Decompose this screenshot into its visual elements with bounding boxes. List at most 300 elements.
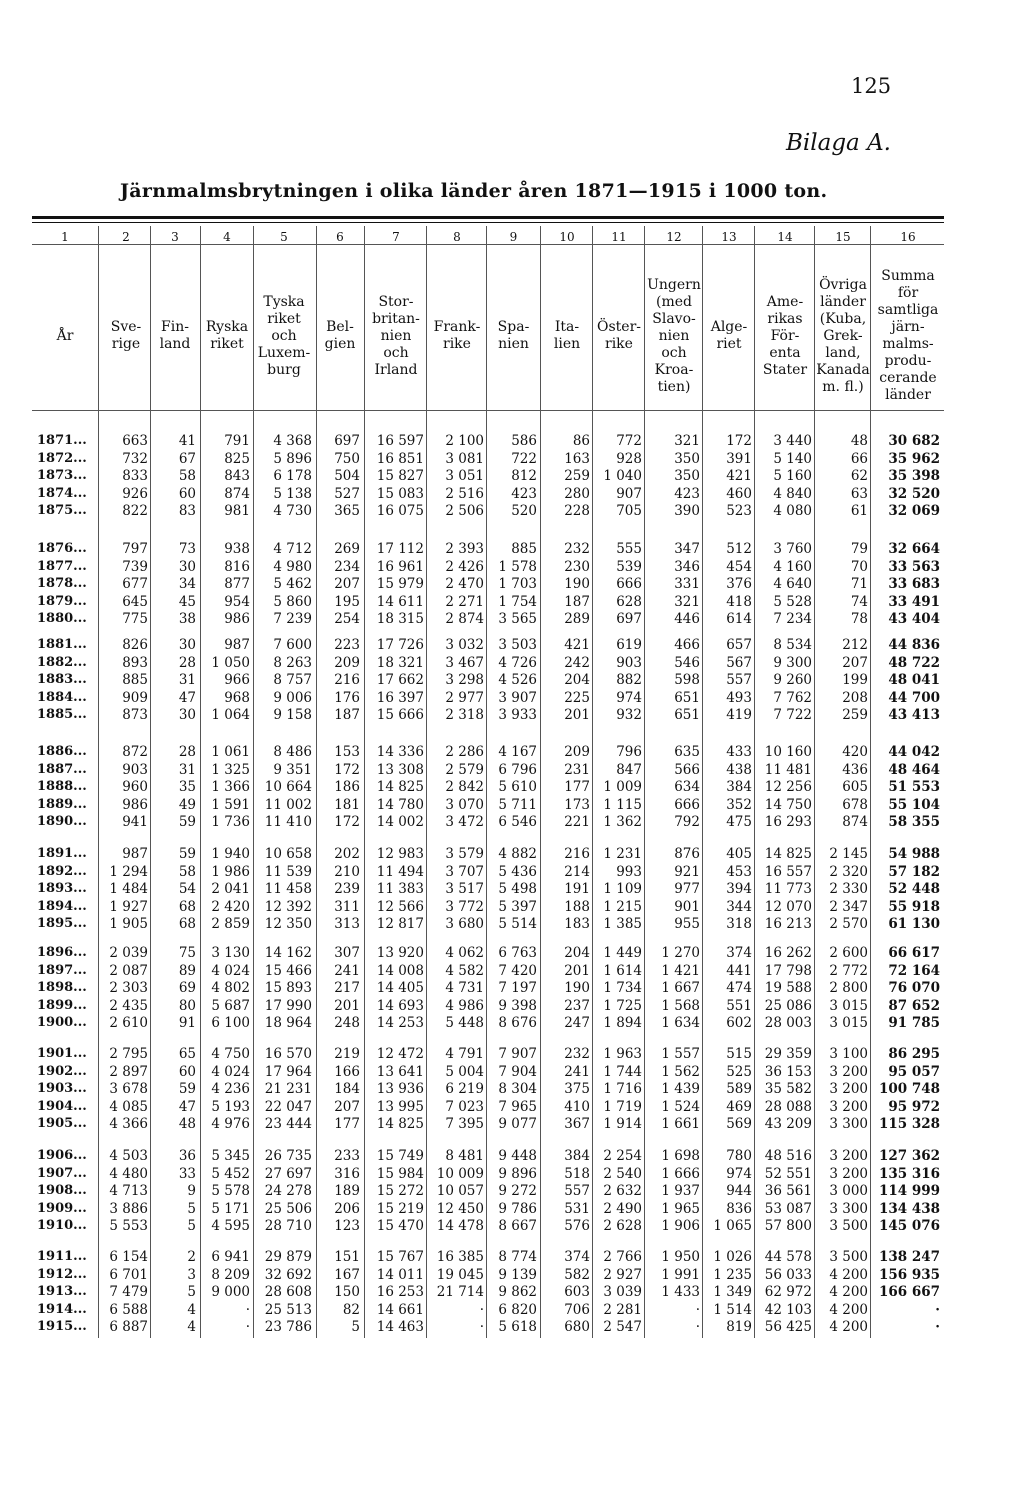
data-cell: 423 [674,485,700,502]
data-cell: 374 [564,1249,590,1265]
data-cell: 54 [178,881,196,897]
column-number: 1 [61,230,69,244]
data-cell: 59 [178,1081,196,1097]
column-number: 9 [509,230,518,244]
data-cell: 5 553 [109,1218,148,1234]
data-cell: 9 896 [498,1165,537,1182]
data-cell: 28 088 [764,1098,812,1115]
data-cell: 5 896 [273,450,312,467]
data-cell: 16 851 [376,450,424,467]
data-cell: 9 139 [498,1266,537,1283]
data-cell: 56 033 [764,1266,812,1283]
data-cell: 987 [224,637,250,653]
total-cell: 35 962 [888,450,940,467]
column-header-line: britan- [372,310,420,327]
data-cell: 6 941 [211,1249,250,1265]
data-cell: 48 [850,433,868,449]
data-cell: 539 [616,558,642,575]
data-cell: 11 410 [264,814,312,830]
data-cell: 938 [224,541,250,557]
data-cell: 9 077 [498,1116,537,1132]
data-cell: 438 [726,761,752,778]
data-cell: 421 [564,637,590,653]
data-cell: 195 [334,593,360,610]
column-header-line: Summa [881,268,935,284]
data-cell: 5 498 [498,881,537,897]
data-cell: 14 780 [376,796,424,813]
data-cell: 5 528 [773,593,812,610]
data-cell: 8 481 [445,1148,484,1164]
data-cell: 602 [726,1015,752,1031]
data-cell: 384 [726,779,752,795]
year-label: 1876... [37,541,87,556]
data-cell: 1 744 [603,1063,642,1080]
data-cell: 14 405 [376,980,424,996]
data-cell: 555 [616,541,642,557]
data-cell: 4 791 [445,1046,484,1062]
column-header [316,319,364,353]
data-cell: 410 [564,1098,590,1115]
data-cell: 2 271 [445,593,484,610]
data-cell: 2 977 [445,689,484,706]
year-label: 1898... [37,980,87,995]
data-cell: 2 632 [603,1183,642,1199]
data-cell: 1 716 [603,1081,642,1097]
data-cell: 567 [726,654,752,671]
data-cell: 3 100 [829,1046,868,1062]
data-cell: 7 234 [773,611,812,627]
data-cell: 677 [122,576,148,592]
data-cell: 9 006 [273,689,312,706]
data-cell: 280 [564,485,590,502]
data-cell: 47 [178,689,196,706]
data-cell: 582 [564,1266,590,1283]
data-cell: 1 026 [713,1249,752,1265]
data-cell: 68 [178,898,196,915]
data-cell: 28 [178,654,196,671]
data-cell: 433 [726,744,752,760]
data-cell: 1 719 [603,1098,642,1115]
data-cell: 33 [178,1165,196,1182]
column-header-line: land [159,336,191,352]
data-cell: 1 591 [211,796,250,813]
data-cell: 1 894 [603,1015,642,1031]
data-cell: 1 385 [603,916,642,932]
data-cell: 3 886 [109,1200,148,1217]
column-number: 3 [171,230,179,244]
data-cell: 3 300 [829,1116,868,1132]
data-cell: 321 [674,433,700,449]
data-cell: 24 278 [264,1183,312,1199]
data-cell: 365 [334,503,360,519]
total-cell: 135 316 [878,1165,940,1182]
column-header-line: Ungern [647,276,701,293]
data-cell: 8 534 [773,637,812,653]
data-cell: 289 [564,611,590,627]
total-cell: · [935,1301,940,1318]
data-cell: · [695,1301,700,1318]
data-cell: 2 842 [445,779,484,795]
data-cell: 5 [351,1319,360,1335]
data-cell: 2 470 [445,576,484,592]
column-header-line: rige [111,336,141,352]
data-cell: 5 448 [445,1015,484,1031]
total-cell: 30 682 [888,433,940,449]
data-cell: 874 [224,485,250,502]
year-label: 1891... [37,846,87,861]
data-cell: 1 449 [603,945,642,961]
data-cell: 12 350 [264,916,312,932]
data-cell: 166 [334,1063,360,1080]
column-header-line: riket [210,336,244,352]
data-cell: 16 597 [376,433,424,449]
data-cell: 1 937 [661,1183,700,1199]
data-cell: 3 015 [829,1015,868,1031]
data-cell: 58 [178,863,196,880]
data-cell: 167 [334,1266,360,1283]
data-cell: 201 [334,997,360,1014]
year-label: 1888... [37,779,87,794]
column-header [486,319,541,353]
data-cell: 259 [564,468,590,484]
data-cell: 3 051 [445,468,484,484]
data-cell: 9 448 [498,1148,537,1164]
data-cell: 14 478 [436,1218,484,1234]
data-cell: 603 [564,1284,590,1300]
data-cell: 5 452 [211,1165,250,1182]
data-cell: 32 692 [264,1266,312,1283]
data-cell: 7 904 [498,1063,537,1080]
data-cell: 5 462 [273,576,312,592]
data-cell: 1 661 [661,1116,700,1132]
data-cell: 209 [564,744,590,760]
total-cell: 32 520 [888,485,940,502]
data-cell: 233 [334,1148,360,1164]
data-cell: 15 749 [376,1148,424,1164]
total-cell: 44 836 [888,637,940,653]
data-cell: 4 713 [109,1183,148,1199]
data-cell: 3 200 [829,1098,868,1115]
data-cell: 419 [726,707,752,723]
data-cell: 11 481 [764,761,812,778]
column-header-line: (Kuba, [819,310,867,327]
data-cell: 4 595 [211,1218,250,1234]
data-cell: 9 351 [273,761,312,778]
data-cell: 239 [334,881,360,897]
year-label: 1883... [37,672,87,687]
data-cell: 474 [726,980,752,996]
column-header-line: burg [267,361,301,378]
data-cell: 2 540 [603,1165,642,1182]
total-cell: · [935,1319,940,1335]
data-cell: 189 [334,1183,360,1199]
column-header-line: enta [769,344,801,361]
data-cell: 885 [511,541,537,557]
data-cell: 21 714 [436,1284,484,1300]
data-cell: 1 557 [661,1046,700,1062]
data-cell: 16 293 [764,814,812,830]
total-cell: 87 652 [888,997,940,1014]
year-label: 1902... [37,1063,87,1079]
column-header-line: gien [324,336,356,352]
data-cell: · [479,1301,484,1318]
data-cell: 954 [224,593,250,610]
column-header [644,277,704,396]
total-cell: 35 398 [888,468,940,484]
data-cell: 3 130 [211,945,250,961]
data-cell: 375 [564,1081,590,1097]
column-header-line: Ame- [766,293,804,310]
data-cell: 71 [850,576,868,592]
data-cell: 150 [334,1284,360,1300]
data-cell: 987 [122,846,148,862]
column-header [100,319,152,353]
data-cell: 13 995 [376,1098,424,1115]
data-cell: 12 566 [376,898,424,915]
data-cell: 3 772 [445,898,484,915]
data-cell: 14 750 [764,796,812,813]
data-cell: 181 [334,796,360,813]
data-cell: 241 [334,962,360,979]
data-cell: 190 [564,980,590,996]
data-cell: 14 825 [376,779,424,795]
total-cell: 66 617 [888,945,940,961]
data-cell: 228 [564,503,590,519]
year-label: 1915... [37,1319,87,1334]
data-cell: 6 763 [498,945,537,961]
column-header [200,319,254,353]
column-header-line: samtliga [877,302,939,318]
data-cell: 3 000 [829,1183,868,1199]
data-cell: 4 160 [773,558,812,575]
data-cell: 9 300 [773,654,812,671]
data-cell: 833 [122,468,148,484]
data-cell: 17 990 [264,997,312,1014]
data-cell: 23 444 [264,1116,312,1132]
colnum-rule [32,244,944,245]
year-label: 1881... [37,637,87,652]
data-cell: 207 [334,1098,360,1115]
year-label: 1907... [37,1165,87,1181]
data-cell: 2 874 [445,611,484,627]
data-cell: 2 426 [445,558,484,575]
data-cell: 11 002 [264,796,312,813]
data-cell: 15 466 [264,962,312,979]
year-label: 1889... [37,796,87,812]
data-cell: 944 [726,1183,752,1199]
data-cell: 475 [726,814,752,830]
data-cell: 259 [842,707,868,723]
year-label: 1903... [37,1081,87,1096]
data-cell: 2 570 [829,916,868,932]
data-cell: 11 539 [264,863,312,880]
data-cell: 36 153 [764,1063,812,1080]
data-cell: · [695,1319,700,1335]
data-cell: 11 383 [376,881,424,897]
data-cell: 651 [674,689,700,706]
data-cell: 79 [850,541,868,557]
data-cell: 12 392 [264,898,312,915]
data-cell: 1 115 [603,796,642,813]
total-cell: 55 104 [888,796,940,813]
data-cell: 405 [726,846,752,862]
column-header-line: Ita- [554,319,580,335]
data-cell: 2 628 [603,1218,642,1234]
column-header [252,294,316,379]
data-cell: 234 [334,558,360,575]
data-cell: 16 961 [376,558,424,575]
data-cell: 5 514 [498,916,537,932]
data-cell: 17 112 [376,541,424,557]
data-cell: 1 524 [661,1098,700,1115]
data-cell: 321 [674,593,700,610]
data-cell: 219 [334,1046,360,1062]
data-cell: 2 100 [445,433,484,449]
data-cell: 2 254 [603,1148,642,1164]
data-cell: · [479,1319,484,1335]
data-cell: 186 [334,779,360,795]
total-cell: 127 362 [878,1148,940,1164]
data-cell: 58 [178,468,196,484]
data-cell: 6 178 [273,468,312,484]
data-cell: 3 200 [829,1081,868,1097]
data-cell: 4 080 [773,503,812,519]
data-cell: 877 [224,576,250,592]
data-cell: 680 [564,1319,590,1335]
data-cell: 16 557 [764,863,812,880]
data-cell: 493 [726,689,752,706]
data-cell: 66 [850,450,868,467]
data-cell: 307 [334,945,360,961]
data-cell: 796 [616,744,642,760]
column-header-line: (med [656,293,692,310]
data-cell: 34 [178,576,196,592]
data-cell: 352 [726,796,752,813]
data-cell: 5 436 [498,863,537,880]
year-label: 1906... [37,1148,87,1163]
data-cell: 1 614 [603,962,642,979]
data-cell: 893 [122,654,148,671]
data-cell: 446 [674,611,700,627]
data-cell: 3 200 [829,1148,868,1164]
data-cell: 3 300 [829,1200,868,1217]
data-cell: 901 [674,898,700,915]
data-cell: 7 023 [445,1098,484,1115]
total-cell: 114 999 [878,1183,940,1199]
data-cell: 986 [224,611,250,627]
data-cell: 5 160 [773,468,812,484]
year-label: 1878... [37,576,87,591]
data-cell: 5 138 [273,485,312,502]
data-cell: 47 [178,1098,196,1115]
data-cell: 2 490 [603,1200,642,1217]
data-cell: 36 561 [764,1183,812,1199]
data-cell: 4 368 [273,433,312,449]
data-cell: 981 [224,503,250,519]
year-label: 1885... [37,707,87,722]
data-cell: 6 820 [498,1301,537,1318]
data-cell: 199 [842,672,868,688]
column-header-line: riet [716,336,742,352]
year-label: 1911... [37,1249,87,1264]
data-cell: 27 697 [264,1165,312,1182]
data-cell: 68 [178,916,196,932]
data-cell: 172 [334,761,360,778]
data-cell: 4 200 [829,1284,868,1300]
data-cell: 2 087 [109,962,148,979]
data-cell: 1 703 [498,576,537,592]
data-cell: 566 [674,761,700,778]
data-cell: 5 610 [498,779,537,795]
column-header-line: Stor- [378,293,414,310]
data-cell: 822 [122,503,148,519]
data-cell: 986 [122,796,148,813]
data-cell: 1 734 [603,980,642,996]
data-cell: 5 711 [498,796,537,813]
data-cell: 183 [564,916,590,932]
data-cell: 1 325 [211,761,250,778]
data-cell: 42 103 [764,1301,812,1318]
data-cell: 15 767 [376,1249,424,1265]
data-cell: 843 [224,468,250,484]
data-cell: 1 215 [603,898,642,915]
data-cell: 993 [616,863,642,880]
data-cell: 4 024 [211,1063,250,1080]
column-header-line: tien) [657,378,691,395]
data-cell: 18 321 [376,654,424,671]
data-cell: 2 347 [829,898,868,915]
data-cell: 9 158 [273,707,312,723]
year-label: 1895... [37,916,87,931]
data-cell: 5 860 [273,593,312,610]
data-cell: 520 [511,503,537,519]
column-header-line: Grek- [823,327,863,344]
data-cell: 1 725 [603,997,642,1014]
data-cell: 3 015 [829,997,868,1014]
data-cell: 67 [178,450,196,467]
data-cell: 9 260 [773,672,812,688]
data-cell: 31 [178,672,196,688]
data-cell: 187 [564,593,590,610]
data-cell: 6 100 [211,1015,250,1031]
column-header [540,319,594,353]
total-cell: 86 295 [888,1046,940,1062]
top-rule-thin [32,222,944,223]
data-cell: 4 712 [273,541,312,557]
data-cell: 2 393 [445,541,484,557]
year-label: 1873... [37,468,87,483]
column-number: 7 [392,230,400,244]
data-cell: 3 039 [603,1284,642,1300]
data-cell: 11 494 [376,863,424,880]
total-cell: 91 785 [888,1015,940,1031]
data-cell: 19 588 [764,980,812,996]
column-header-line: lien [553,336,581,352]
year-label: 1871... [37,433,87,448]
data-cell: 4 480 [109,1165,148,1182]
data-cell: 2 303 [109,980,148,996]
column-header [592,319,646,353]
data-cell: 518 [564,1165,590,1182]
data-cell: 797 [122,541,148,557]
data-cell: 216 [334,672,360,688]
data-cell: 551 [726,997,752,1014]
data-cell: 3 517 [445,881,484,897]
data-cell: 70 [850,558,868,575]
column-number: 13 [721,230,737,244]
data-cell: 8 486 [273,744,312,760]
data-cell: 2 330 [829,881,868,897]
